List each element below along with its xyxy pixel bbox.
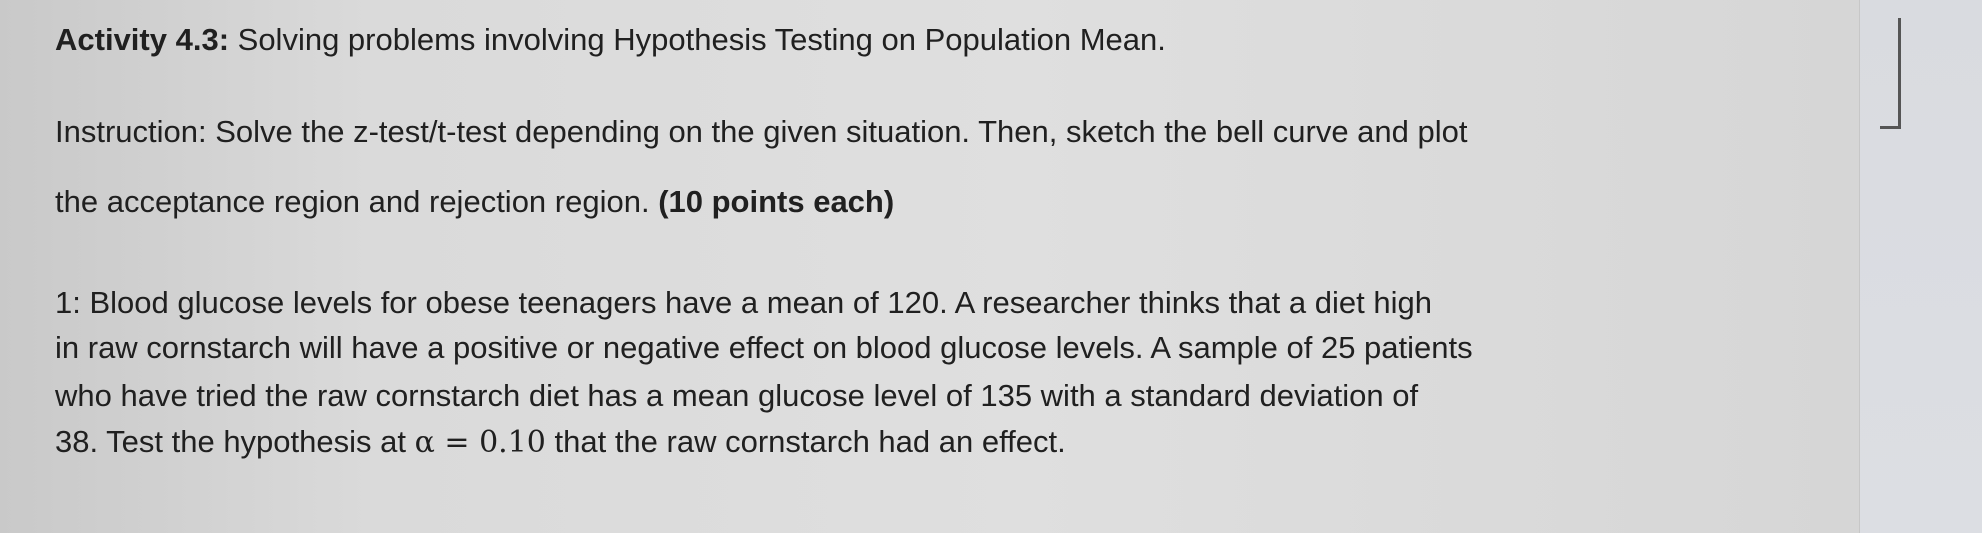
activity-title (55, 22, 1166, 58)
alpha-expression: α = 0.10 (414, 425, 546, 460)
problem-line-2: in raw cornstarch will have a positive or negative effect on blood glucose levels. A sample of 25 patients (55, 330, 1473, 365)
faded-bottom-text (480, 508, 1480, 533)
instruction-line-1: Instruction: Solve the z-test/t-test depending on the given situation. Then, sketch the bell curve and plot (55, 114, 1468, 149)
activity-label: Activity 4.3: (55, 22, 230, 57)
points-label: (10 points each) (658, 184, 895, 219)
problem-line-3: who have tried the raw cornstarch diet has a mean glucose level of 135 with a standard deviation of (55, 378, 1419, 413)
instruction-line-2-text: the acceptance region and rejection region. (55, 184, 659, 219)
problem-line-1: 1: Blood glucose levels for obese teenagers have a mean of 120. A researcher thinks that a diet high (55, 285, 1432, 320)
page-edge-strip (1859, 0, 1982, 533)
problem-line-4 (55, 424, 1066, 461)
activity-title-text: Solving problems involving Hypothesis Testing on Population Mean. (237, 22, 1166, 57)
problem-line-4-suffix: that the raw cornstarch had an effect. (554, 424, 1066, 459)
problem-line-4-prefix: 38. Test the hypothesis at (55, 424, 415, 459)
instruction-line-2 (55, 184, 894, 220)
corner-box-mark (1880, 18, 1901, 129)
faded-top-text (760, 0, 1560, 12)
